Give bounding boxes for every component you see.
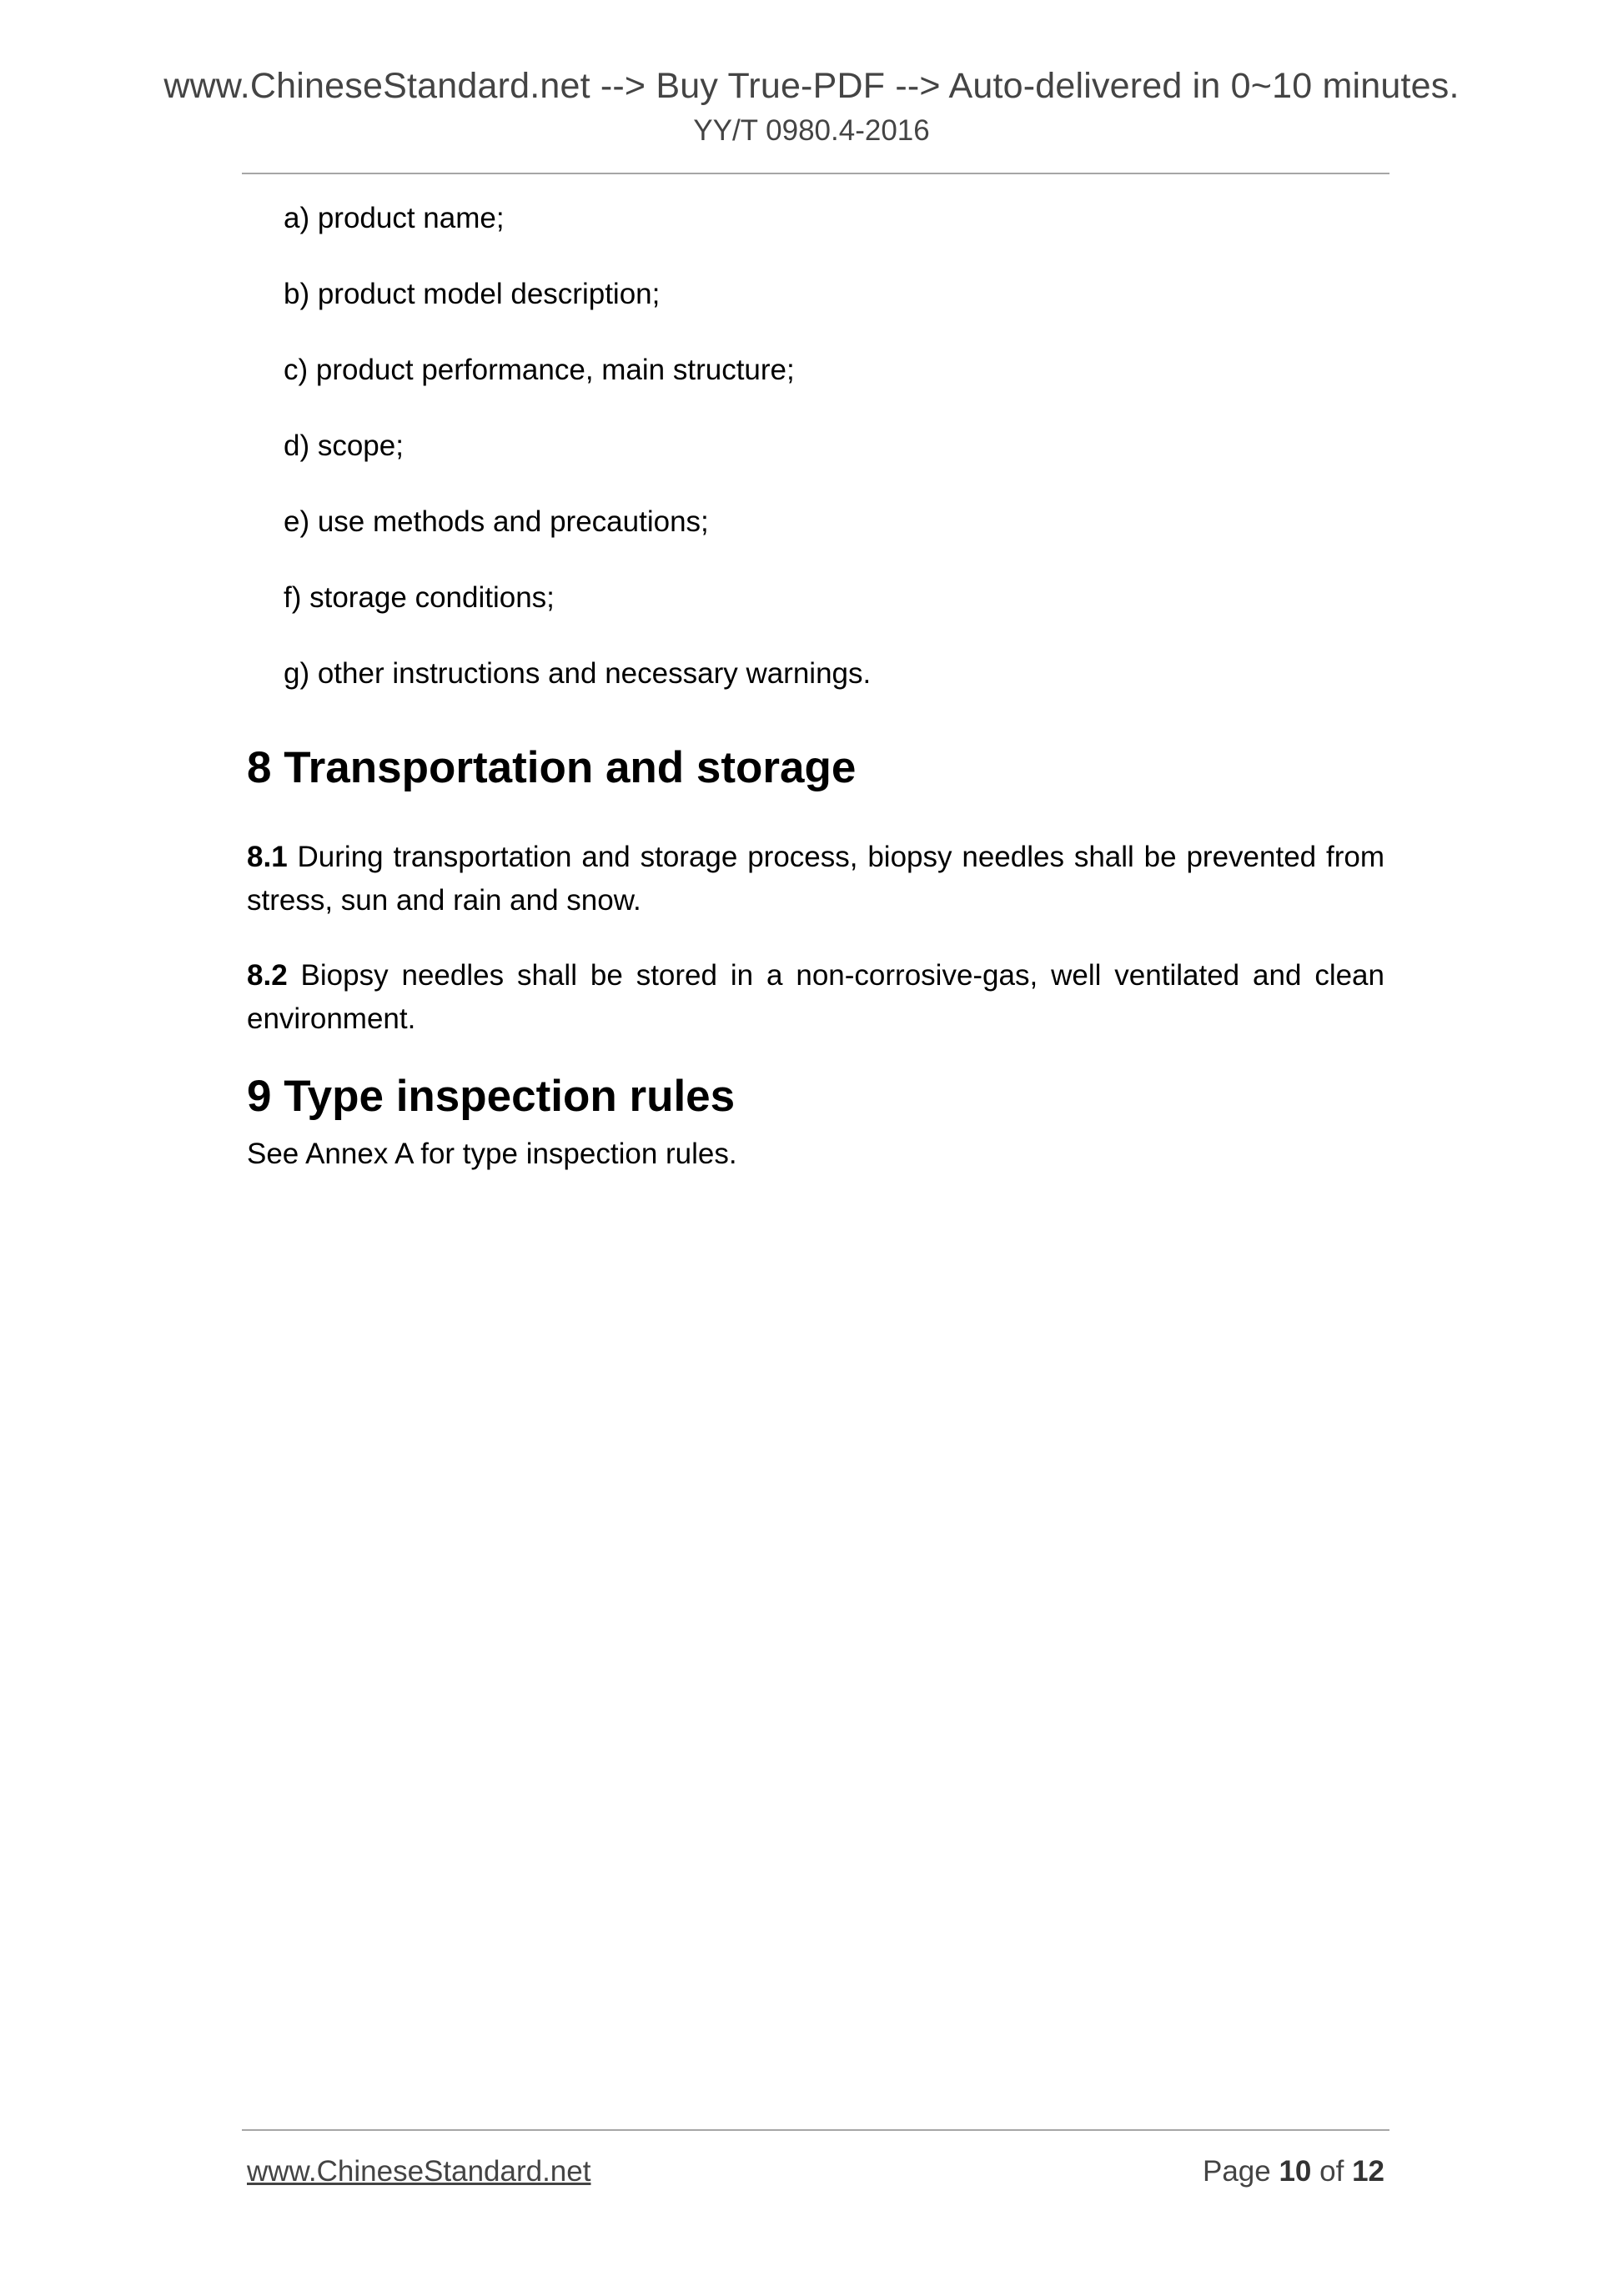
page-label: Page xyxy=(1202,2155,1271,2188)
header-divider xyxy=(242,173,1389,174)
page-current: 10 xyxy=(1279,2155,1312,2188)
page-footer xyxy=(247,2148,1384,2195)
clause-8-2-number: 8.2 xyxy=(247,959,288,992)
list-item: g) other instructions and necessary warnings. xyxy=(284,657,872,690)
page-content xyxy=(247,197,1384,1176)
page-of: of xyxy=(1319,2155,1344,2188)
section-8-heading: 8 Transportation and storage xyxy=(247,743,857,792)
page-header xyxy=(0,62,1623,150)
section-9-text: See Annex A for type inspection rules. xyxy=(247,1138,737,1170)
footer-divider xyxy=(242,2129,1389,2131)
clause-8-1-text: During transportation and storage process, biopsy needles shall be prevented from stress, sun and rain and snow. xyxy=(247,841,1384,917)
page-total: 12 xyxy=(1352,2155,1384,2188)
list-item: a) product name; xyxy=(284,202,505,234)
clause-8-1 xyxy=(247,836,1384,922)
header-banner: www.ChineseStandard.net --> Buy True-PDF --> Auto-delivered in 0~10 minutes. xyxy=(163,66,1460,106)
clause-8-1-number: 8.1 xyxy=(247,841,288,873)
clause-8-2-text: Biopsy needles shall be stored in a non-corrosive-gas, well ventilated and clean environment. xyxy=(247,959,1384,1035)
clause-8-2 xyxy=(247,954,1384,1041)
list-item: d) scope; xyxy=(284,430,404,462)
list-item: b) product model description; xyxy=(284,278,661,310)
page-number xyxy=(1203,2148,1384,2195)
footer-website-link[interactable]: www.ChineseStandard.net xyxy=(247,2155,591,2188)
section-9-heading: 9 Type inspection rules xyxy=(247,1072,736,1121)
list-item: c) product performance, main structure; xyxy=(284,354,795,386)
list-item: e) use methods and precautions; xyxy=(284,505,709,538)
instructions-list xyxy=(247,197,1384,696)
standard-code: YY/T 0980.4-2016 xyxy=(693,114,930,147)
list-item: f) storage conditions; xyxy=(284,581,555,614)
